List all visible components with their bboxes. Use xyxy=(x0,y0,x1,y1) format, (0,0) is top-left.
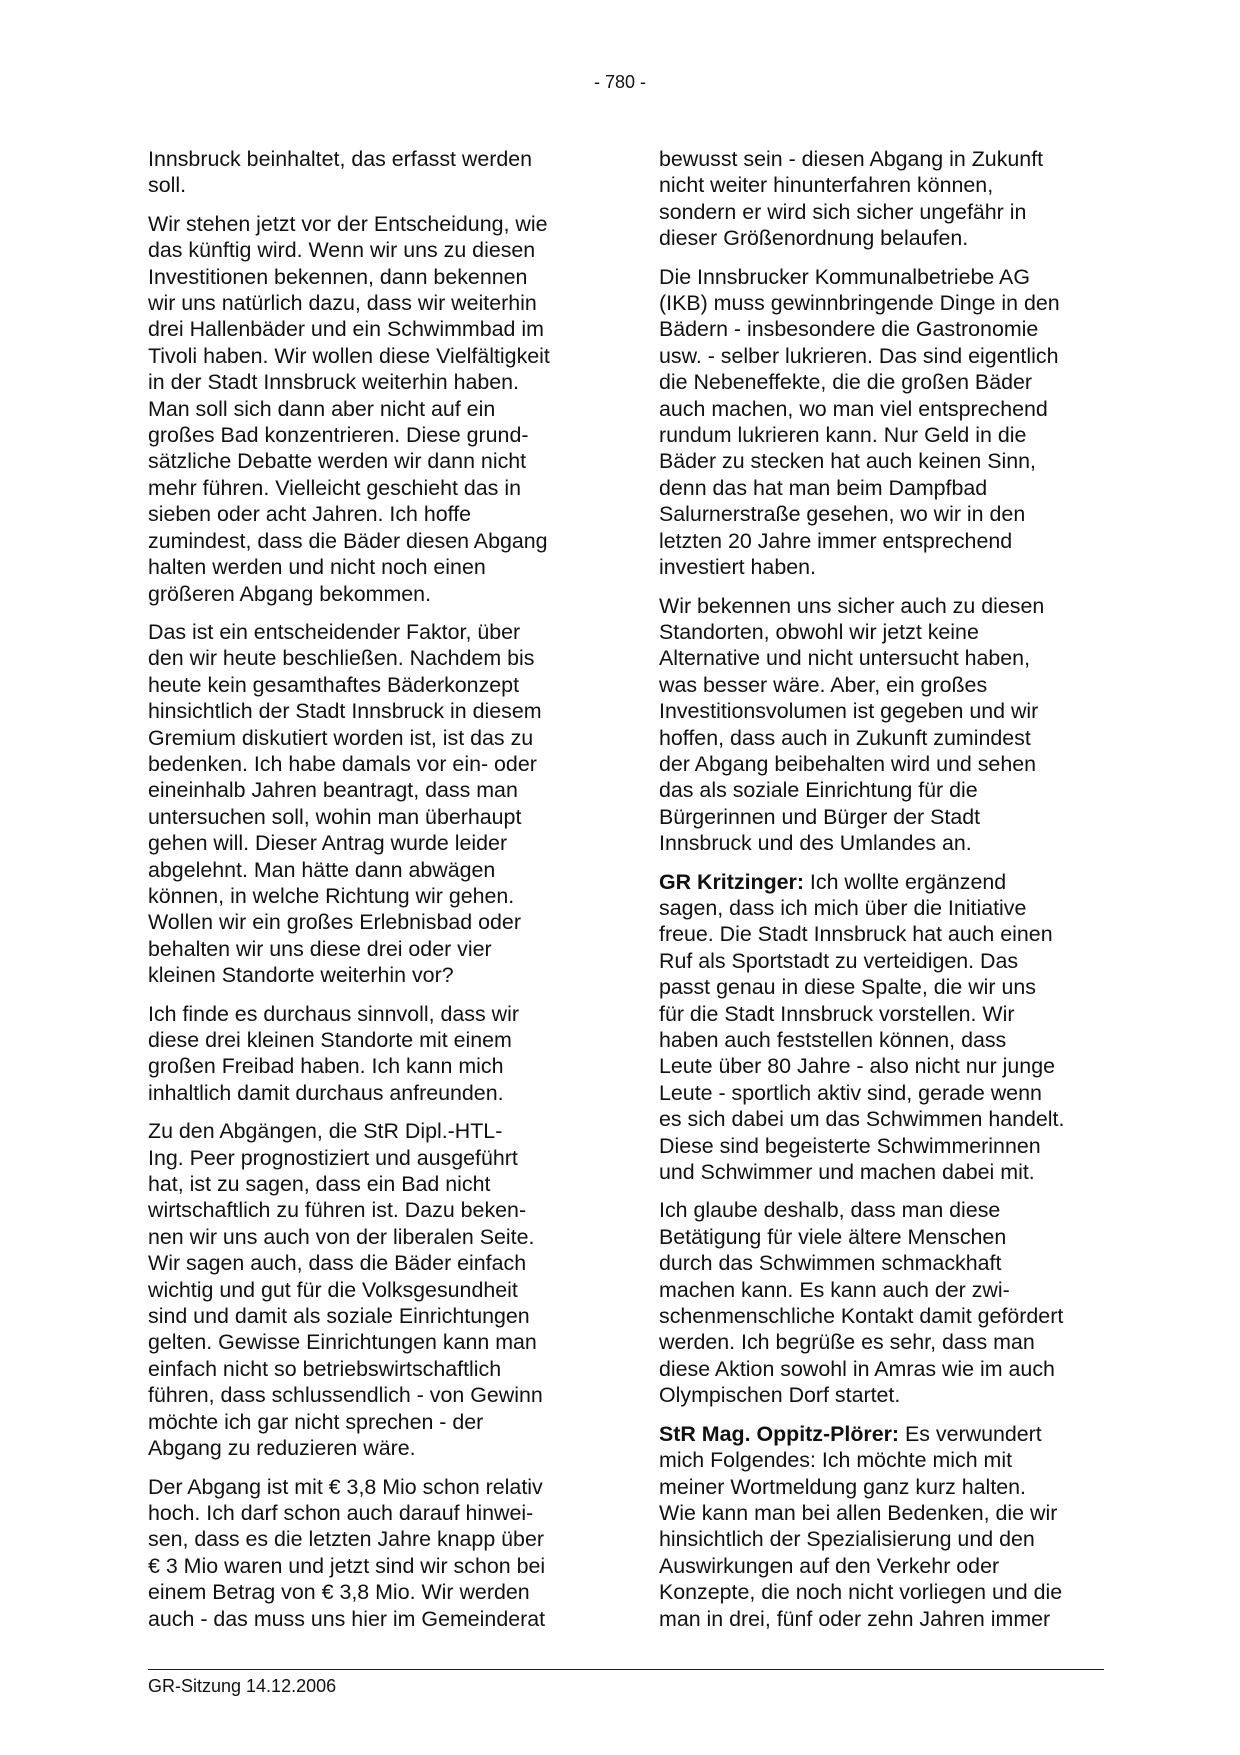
speaker-text: Es verwundert mich Folgendes: Ich möchte mich mit meiner Wortmeldung ganz kurz halten. Wie kann man bei allen Bedenken, die wir hinsichtlich der Spezialisierung und den Auswirkungen auf den Verkehr oder Konzepte, die noch nicht vorliegen und die man in drei, fünf oder zehn Jahren immer xyxy=(659,1421,1063,1631)
paragraph: Wir bekennen uns sicher auch zu diesen Standorten, obwohl wir jetzt keine Alternative und nicht untersucht haben, was besser wäre. Aber, ein großes Investitionsvolumen ist gegeben und wir hoffen, dass auch in Zukunft zumindest der Abgang beibehalten wird und sehen das als soziale Einrichtung für die Bürgerinnen und Bürger der Stadt Innsbruck und des Umlandes an. xyxy=(659,593,1045,856)
paragraph: bewusst sein - diesen Abgang in Zukunft nicht weiter hinunterfahren können, sondern er wird sich sicher ungefähr in dieser Größenordnung belaufen. xyxy=(659,147,1044,251)
footer-session-date: GR-Sitzung 14.12.2006 xyxy=(148,1676,337,1696)
paragraph: Das ist ein entscheidender Faktor, über den wir heute beschließen. Nachdem bis heute kein gesamthaftes Bäderkonzept hinsichtlich der Stadt Innsbruck in diesem Gremium diskutiert worden ist, ist das zu bedenken. Ich habe damals vor ein- oder eineinhalb Jahren beantragt, dass man untersuchen soll, wohin man überhaupt gehen will. Dieser Antrag wurde leider abgelehnt. Man hätte dann abwägen können, in welche Richtung wir gehen. Wollen wir ein großes Erlebnisbad oder behalten wir uns diese drei oder vier kleinen Standorte weiterhin vor? xyxy=(148,619,542,988)
speaker-name: StR Mag. Oppitz-Plörer: xyxy=(659,1421,900,1446)
paragraph: Der Abgang ist mit € 3,8 Mio schon relativ hoch. Ich darf schon auch darauf hinwei- sen, dass es die letzten Jahre knapp über € 3 Mio waren und jetzt sind wir schon bei einem Betrag von € 3,8 Mio. Wir werden auch - das muss uns hier im Gemeinderat xyxy=(148,1474,546,1631)
paragraph: Ich finde es durchaus sinnvoll, dass wir diese drei kleinen Standorte mit einem großen Freibad haben. Ich kann mich inhaltlich damit durchaus anfreunden. xyxy=(148,1001,519,1105)
paragraph: Ich glaube deshalb, dass man diese Betätigung für viele ältere Menschen durch das Schwimmen schmackhaft machen kann. Es kann auch der zwi- schenmenschliche Kontakt damit gefördert werden. Ich begrüße es sehr, dass man diese Aktion sowohl in Amras wie im auch Olympischen Dorf startet. xyxy=(659,1198,1064,1408)
footer-divider xyxy=(148,1669,1104,1670)
speaker-name: GR Kritzinger: xyxy=(659,869,804,894)
speaker-text: Ich wollte ergänzend sagen, dass ich mich über die Initiative freue. Die Stadt Innsbruck hat auch einen Ruf als Sportstadt zu verteidigen. Das passt genau in diese Spalte, die wir uns für die Stadt Innsbruck vorstellen. Wir haben auch feststellen können, dass Leute über 80 Jahre - also nicht nur junge Leute - sportlich aktiv sind, gerade wenn es sich dabei um das Schwimmen handelt. Diese sind begeisterte Schwimmerinnen und Schwimmer und machen dabei mit. xyxy=(659,869,1065,1185)
paragraph: Zu den Abgängen, die StR Dipl.-HTL- Ing. Peer prognostiziert und ausgeführt hat, ist zu sagen, dass ein Bad nicht wirtschaftlich zu führen ist. Dazu beken- nen wir uns auch von der liberalen Seite. Wir sagen auch, dass die Bäder einfach wichtig und gut für die Volksgesundheit sind und damit als soziale Einrichtungen gelten. Gewisse Einrichtungen kann man einfach nicht so betriebswirtschaftlich führen, dass schlussendlich - von Gewinn möchte ich gar nicht sprechen - der Abgang zu reduzieren wäre. xyxy=(148,1119,543,1461)
paragraph: Die Innsbrucker Kommunalbetriebe AG (IKB) muss gewinnbringende Dinge in den Bädern - insbesondere die Gastronomie usw. - selber lukrieren. Das sind eigentlich die Nebeneffekte, die die großen Bäder auch machen, wo man viel entsprechend rundum lukrieren kann. Nur Geld in die Bäder zu stecken hat auch keinen Sinn, denn das hat man beim Dampfbad Salurnerstraße gesehen, wo wir in den letzten 20 Jahre immer entsprechend investiert haben. xyxy=(659,264,1060,580)
speaker-paragraph xyxy=(659,1421,1099,1632)
page-number: - 780 - xyxy=(593,72,647,92)
speaker-paragraph xyxy=(659,869,1099,1186)
paragraph: Wir stehen jetzt vor der Entscheidung, wie das künftig wird. Wenn wir uns zu diesen Investitionen bekennen, dann bekennen wir uns natürlich dazu, dass wir weiterhin drei Hallenbäder und ein Schwimmbad im Tivoli haben. Wir wollen diese Vielfältigkeit in der Stadt Innsbruck weiterhin haben. Man soll sich dann aber nicht auf ein großes Bad konzentrieren. Diese grund- sätzliche Debatte werden wir dann nicht mehr führen. Vielleicht geschieht das in sieben oder acht Jahren. Ich hoffe zumindest, dass die Bäder diesen Abgang halten werden und nicht noch einen größeren Abgang bekommen. xyxy=(148,211,550,606)
left-column xyxy=(148,146,588,1644)
right-column xyxy=(659,146,1099,1644)
paragraph: Innsbruck beinhaltet, das erfasst werden soll. xyxy=(148,147,533,198)
